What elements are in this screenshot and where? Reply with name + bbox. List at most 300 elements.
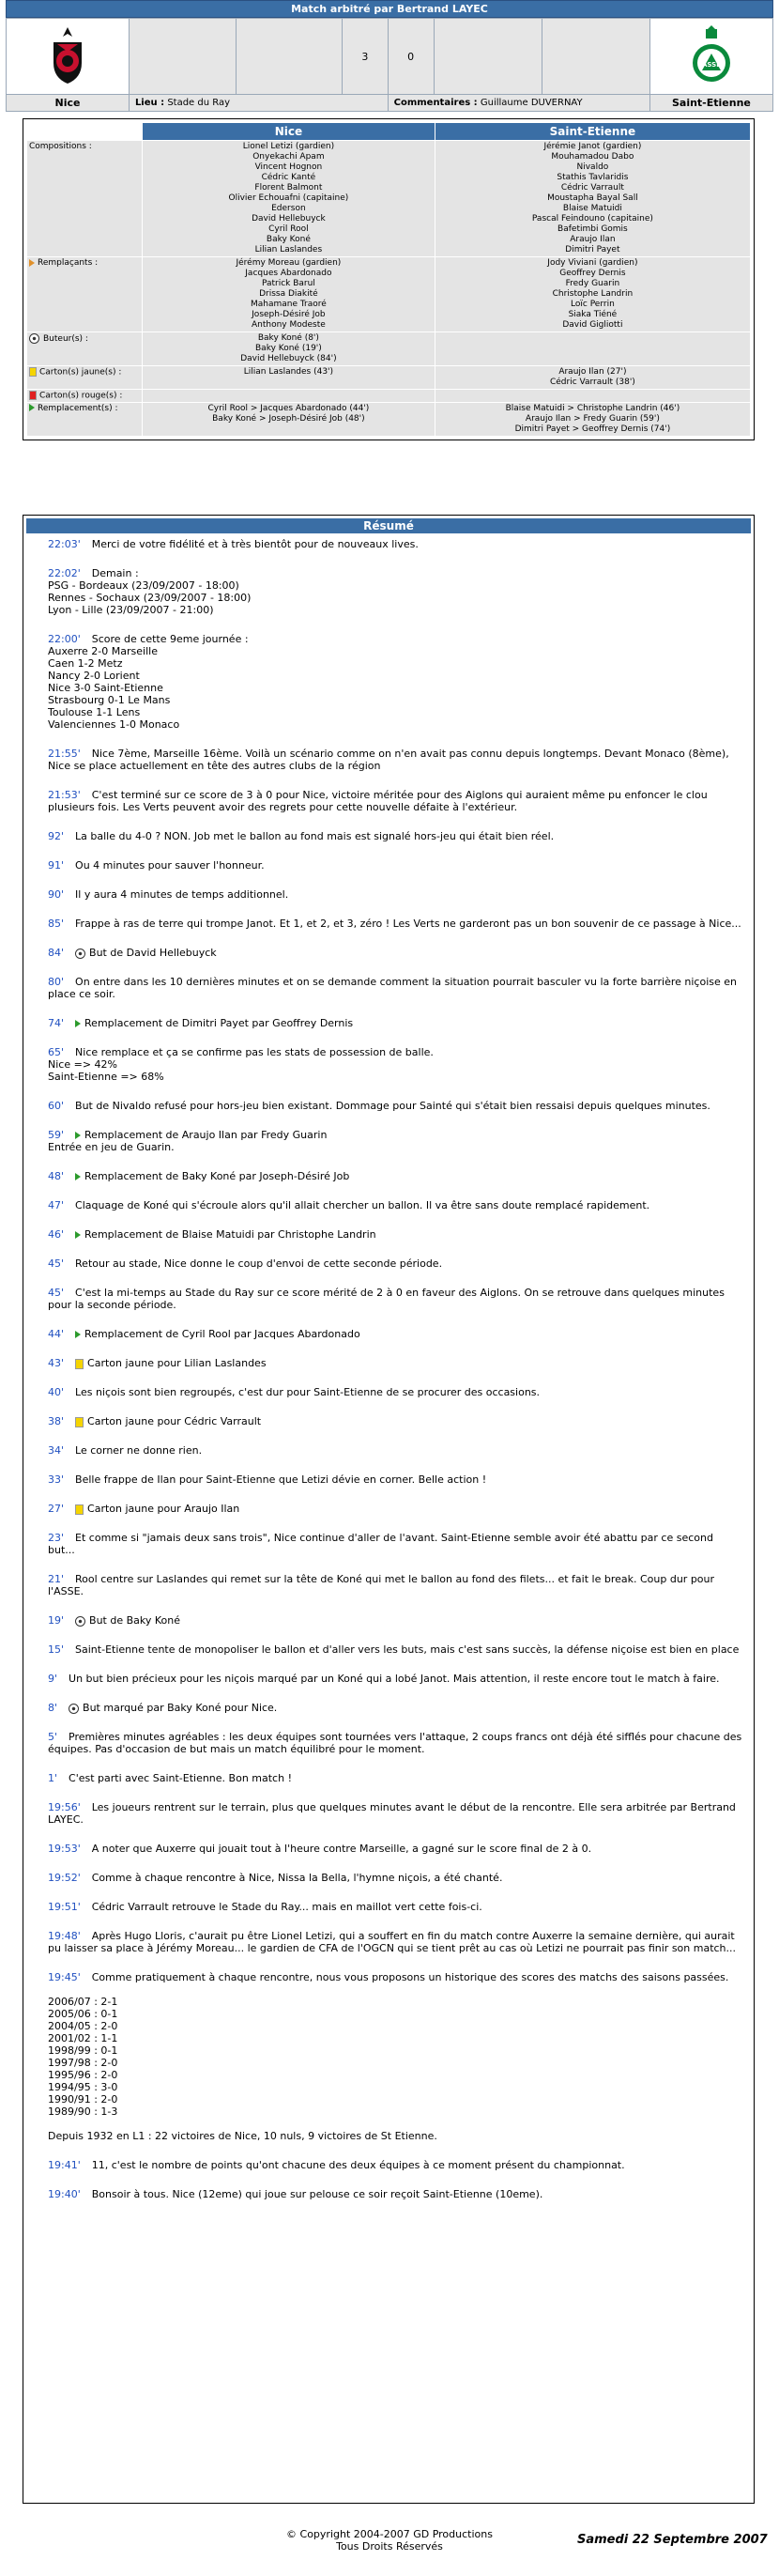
venue-value: Stade du Ray — [167, 98, 231, 108]
entry-first-line — [48, 1017, 742, 1029]
player-entry: Anthony Modeste — [252, 320, 326, 330]
entry-text: 1995/96 : 2-0 — [48, 2069, 118, 2081]
venue-info — [129, 95, 388, 112]
entry-line — [48, 645, 742, 657]
entry-first-line — [48, 567, 742, 579]
entry-text: 1994/95 : 3-0 — [48, 2081, 118, 2093]
entry-time: 22:03' — [48, 538, 81, 550]
away-players — [435, 390, 750, 403]
feed-entry — [48, 1573, 742, 1597]
player-entry: Patrick Barul — [261, 279, 315, 288]
player-entry: Ederson — [271, 204, 306, 213]
entry-line — [48, 2081, 742, 2093]
entry-text: 2004/05 : 2-0 — [48, 2020, 118, 2032]
entry-line — [48, 670, 742, 682]
commentary-info — [388, 95, 649, 112]
substitution-icon — [75, 1173, 81, 1180]
entry-text: Bonsoir à tous. Nice (12eme) qui joue sur pelouse ce soir reçoit Saint-Etienne (10eme). — [91, 2188, 543, 2200]
home-team-name: Nice — [7, 95, 130, 112]
player-entry: Cédric Varrault — [560, 183, 624, 193]
entry-time: 60' — [48, 1100, 65, 1112]
feed-entry — [48, 1170, 742, 1182]
entry-text: Strasbourg 0-1 Le Mans — [48, 694, 171, 706]
entry-text: Entrée en jeu de Guarin. — [48, 1141, 175, 1153]
entry-time: 9' — [48, 1673, 58, 1685]
entry-time: 19' — [48, 1614, 65, 1627]
entry-time: 23' — [48, 1532, 65, 1544]
entry-text: Toulouse 1-1 Lens — [48, 706, 141, 718]
feed-entry — [48, 1386, 742, 1398]
match-title: Match arbitré par Bertrand LAYEC — [6, 0, 773, 18]
entry-line — [48, 2093, 742, 2106]
entry-line — [48, 592, 742, 604]
entry-first-line — [48, 748, 742, 772]
entry-line — [48, 706, 742, 718]
substitution-icon — [75, 1132, 81, 1139]
entry-first-line — [48, 1731, 742, 1755]
feed-entry — [48, 1228, 742, 1241]
player-entry: Loïc Perrin — [571, 300, 615, 309]
compositions-row — [27, 366, 751, 390]
compositions-panel — [23, 118, 755, 440]
player-entry: Cyril Rool > Jacques Abardonado (44') — [207, 403, 370, 413]
row-label-text: Carton(s) rouge(s) : — [39, 391, 123, 401]
entry-text: Rool centre sur Laslandes qui remet sur la tête de Koné qui met le ballon au fond des filets... et fait le break. Coup dur pour l'ASSE. — [48, 1573, 715, 1597]
player-entry: Baky Koné — [266, 235, 311, 244]
player-entry: Baky Koné (19') — [255, 344, 322, 353]
entry-time: 21:53' — [48, 789, 81, 801]
entry-first-line — [48, 1257, 742, 1270]
away-logo-cell — [649, 19, 772, 95]
entry-line — [48, 579, 742, 592]
entry-line — [48, 2069, 742, 2081]
entry-text: PSG - Bordeaux (23/09/2007 - 18:00) — [48, 579, 239, 592]
entry-first-line — [48, 1046, 742, 1058]
player-entry: Jody Viviani (gardien) — [547, 258, 638, 268]
yellow-card-icon — [75, 1359, 84, 1369]
entry-first-line — [48, 1170, 742, 1182]
entry-text: Remplacement de Cyril Rool par Jacques Abardonado — [84, 1328, 360, 1340]
entry-text: Remplacement de Dimitri Payet par Geoffrey Dernis — [84, 1017, 354, 1029]
player-entry: Stathis Tavlaridis — [557, 173, 629, 182]
player-entry: Pascal Feindouno (capitaine) — [531, 214, 653, 224]
away-players — [435, 366, 750, 390]
entry-text: 2001/02 : 1-1 — [48, 2032, 118, 2044]
player-entry: Lionel Letizi (gardien) — [242, 142, 335, 151]
entry-first-line — [48, 1328, 742, 1340]
entry-line — [48, 1983, 742, 1996]
entry-first-line — [48, 1573, 742, 1597]
feed-entry — [48, 1702, 742, 1714]
entry-text: Merci de votre fidélité et à très bientôt pour de nouveaux lives. — [91, 538, 419, 550]
feed-entry — [48, 1328, 742, 1340]
entry-first-line — [48, 1643, 742, 1656]
entry-time: 19:45' — [48, 1971, 81, 1983]
entry-text: Il y aura 4 minutes de temps additionnel. — [75, 888, 289, 901]
player-entry: Drissa Diakité — [259, 289, 318, 299]
entry-text: Les niçois sont bien regroupés, c'est dur pour Saint-Etienne de se procurer des occasions. — [75, 1386, 541, 1398]
home-players — [143, 390, 435, 403]
venue-label: Lieu : — [134, 98, 165, 108]
entry-first-line — [48, 1532, 742, 1556]
entry-time: 8' — [48, 1702, 58, 1714]
entry-first-line — [48, 1357, 742, 1369]
entry-text: Nancy 2-0 Lorient — [48, 670, 140, 682]
entry-time: 19:41' — [48, 2159, 81, 2171]
row-label-text: Remplaçants : — [38, 258, 99, 268]
entry-text: But marqué par Baky Koné pour Nice. — [83, 1702, 278, 1714]
entry-time: 48' — [48, 1170, 65, 1182]
row-label — [27, 257, 143, 332]
away-players — [435, 332, 750, 366]
feed-entry — [48, 1872, 742, 1884]
entry-line — [48, 2130, 742, 2142]
feed-entry — [48, 859, 742, 872]
entry-time: 19:48' — [48, 1930, 81, 1942]
entry-text: Après Hugo Lloris, c'aurait pu être Lionel Letizi, qui a souffert en fin du match contre Auxerre la semaine dernière, qui aurait pu laisser sa place à Jérémy Moreau... le gardien de CFA de l'OGCN qui se tient prêt au cas où Letizi ne pourrait pas finir son match... — [48, 1930, 737, 1954]
player-entry: Blaise Matuidi — [562, 204, 622, 213]
compositions-row — [27, 141, 751, 257]
player-entry: Cédric Varrault (38') — [549, 378, 635, 387]
player-entry: Moustapha Bayal Sall — [547, 193, 638, 203]
entry-text: Demain : — [91, 567, 139, 579]
yellow-card-icon — [75, 1504, 84, 1515]
footer-date: Samedi 22 Septembre 2007 — [577, 2533, 768, 2547]
feed-entry — [48, 2188, 742, 2200]
entry-time: 45' — [48, 1257, 65, 1270]
entry-first-line — [48, 789, 742, 813]
player-entry: Nivaldo — [576, 162, 609, 172]
player-entry: Geoffrey Dernis — [559, 269, 626, 278]
feed-entry — [48, 1017, 742, 1029]
entry-time: 33' — [48, 1473, 65, 1486]
row-label — [27, 366, 143, 390]
entry-time: 45' — [48, 1287, 65, 1299]
entry-text: Claquage de Koné qui s'écroule alors qu'il allait chercher un ballon. Il va être sans doute remplacé rapidement. — [75, 1199, 650, 1211]
entry-text: 11, c'est le nombre de points qu'ont chacune des deux équipes à ce moment présent du championnat. — [91, 2159, 625, 2171]
substitutes-arrow-icon — [29, 259, 35, 267]
player-entry: Blaise Matuidi > Christophe Landrin (46') — [505, 403, 680, 413]
entry-text: Nice 3-0 Saint-Etienne — [48, 682, 163, 694]
feed-entry — [48, 1643, 742, 1656]
entry-text: C'est parti avec Saint-Etienne. Bon match ! — [69, 1772, 292, 1784]
player-entry: Dimitri Payet > Geoffrey Dernis (74') — [514, 424, 671, 434]
entry-time: 19:51' — [48, 1901, 81, 1913]
entry-time: 38' — [48, 1415, 65, 1427]
entry-text: Belle frappe de Ilan pour Saint-Etienne que Letizi dévie en corner. Belle action ! — [75, 1473, 487, 1486]
player-entry: Cédric Kanté — [261, 173, 316, 182]
entry-first-line — [48, 1901, 742, 1913]
player-entry: Jacques Abardonado — [245, 269, 332, 278]
entry-text: Carton jaune pour Araujo Ilan — [87, 1503, 240, 1515]
entry-text: Caen 1-2 Metz — [48, 657, 123, 670]
entry-first-line — [48, 1415, 742, 1427]
feed-entry — [48, 1673, 742, 1685]
entry-text: But de Nivaldo refusé pour hors-jeu bien existant. Dommage pour Sainté qui s'était bien ressaisi depuis quelques minutes. — [75, 1100, 710, 1112]
entry-time: 65' — [48, 1046, 65, 1058]
entry-first-line — [48, 1503, 742, 1515]
player-entry: Vincent Hognon — [254, 162, 323, 172]
feed-entry — [48, 1129, 742, 1153]
entry-first-line — [48, 859, 742, 872]
entry-line — [48, 718, 742, 731]
entry-time: 91' — [48, 859, 65, 872]
entry-time: 15' — [48, 1643, 65, 1656]
entry-time: 19:40' — [48, 2188, 81, 2200]
feed-entry — [48, 1257, 742, 1270]
player-entry: Araujo Ilan > Fredy Guarin (59') — [525, 413, 660, 424]
svg-text:ASSE: ASSE — [701, 60, 721, 69]
compositions-row — [27, 402, 751, 436]
player-entry: Araujo Ilan — [570, 235, 616, 244]
yellow-card-icon — [75, 1417, 84, 1427]
entry-time: 21' — [48, 1573, 65, 1585]
away-players — [435, 257, 750, 332]
entry-first-line — [48, 830, 742, 842]
entry-first-line — [48, 1772, 742, 1784]
player-entry: Florent Balmont — [254, 183, 323, 193]
entry-first-line — [48, 2188, 742, 2200]
player-entry: Bafetimbi Gomis — [558, 224, 628, 234]
feed-entry — [48, 538, 742, 550]
entry-text: Score de cette 9eme journée : — [91, 633, 249, 645]
entry-first-line — [48, 1287, 742, 1311]
ball-icon — [69, 1704, 79, 1714]
entry-line — [48, 1141, 742, 1153]
away-team-name: Saint-Etienne — [649, 95, 772, 112]
substitution-icon — [75, 1231, 81, 1239]
feed-entry — [48, 1614, 742, 1627]
feed-entry — [48, 1473, 742, 1486]
row-label — [27, 390, 143, 403]
entry-first-line — [48, 2159, 742, 2171]
entry-text: A noter que Auxerre qui jouait tout à l'heure contre Marseille, a gagné sur le score final de 2 à 0. — [91, 1843, 592, 1855]
entry-first-line — [48, 1228, 742, 1241]
entry-time: 27' — [48, 1503, 65, 1515]
feed-entry — [48, 1843, 742, 1855]
entry-text: Retour au stade, Nice donne le coup d'envoi de cette seconde période. — [75, 1257, 443, 1270]
feed-entry — [48, 1971, 742, 2142]
player-entry: Onyekachi Apam — [252, 152, 325, 162]
red-card-icon — [29, 391, 37, 400]
entry-text: La balle du 4-0 ? NON. Job met le ballon au fond mais est signalé hors-jeu qui était bien réel. — [75, 830, 555, 842]
player-entry: David Hellebuyck (84') — [240, 354, 337, 363]
commentator-value: Guillaume DUVERNAY — [480, 98, 583, 108]
feed-entry — [48, 789, 742, 813]
home-players — [143, 332, 435, 366]
home-logo-cell — [7, 19, 130, 95]
entry-text: 1997/98 : 2-0 — [48, 2057, 118, 2069]
entry-text: C'est terminé sur ce score de 3 à 0 pour Nice, victoire méritée pour des Aiglons qui auraient même pu enfoncer le clou plusieurs fois. Les Verts peuvent avoir des regrets pour cette nouvelle défaite à l'extérieur. — [48, 789, 708, 813]
entry-text: Saint-Etienne tente de monopoliser le ballon et d'aller vers les buts, mais c'est sans succès, la défense niçoise est bien en place — [75, 1643, 740, 1656]
player-entry: Cyril Rool — [268, 224, 309, 234]
commentary-label: Commentaires : — [393, 98, 478, 108]
entry-time: 85' — [48, 918, 65, 930]
player-entry: Jérémy Moreau (gardien) — [236, 258, 342, 268]
entry-text: But de David Hellebuyck — [89, 947, 217, 959]
entry-text: Carton jaune pour Cédric Varrault — [87, 1415, 262, 1427]
entry-line — [48, 2020, 742, 2032]
feed-entry — [48, 888, 742, 901]
feed-entry — [48, 1357, 742, 1369]
feed-entry — [48, 947, 742, 959]
away-players — [435, 141, 750, 257]
live-feed — [48, 538, 742, 2217]
feed-entry — [48, 1532, 742, 1556]
entry-text: But de Baky Koné — [89, 1614, 181, 1627]
feed-entry — [48, 1444, 742, 1457]
feed-entry — [48, 1731, 742, 1755]
entry-line — [48, 657, 742, 670]
feed-entry — [48, 976, 742, 1000]
feed-entry — [48, 1415, 742, 1427]
away-players — [435, 402, 750, 436]
entry-first-line — [48, 538, 742, 550]
feed-entry — [48, 2159, 742, 2171]
entry-text: Les joueurs rentrent sur le terrain, plus que quelques minutes avant le début de la rencontre. Elle sera arbitrée par Bertrand LAYEC. — [48, 1801, 736, 1826]
entry-text: 2006/07 : 2-1 — [48, 1996, 118, 2008]
entry-text: Remplacement de Blaise Matuidi par Christophe Landrin — [84, 1228, 376, 1241]
player-entry: Lilian Laslandes (43') — [243, 367, 334, 377]
home-players — [143, 141, 435, 257]
entry-first-line — [48, 888, 742, 901]
entry-time: 22:00' — [48, 633, 81, 645]
player-entry: David Hellebuyck — [252, 214, 326, 224]
feed-entry — [48, 1801, 742, 1826]
entry-text: Frappe à ras de terre qui trompe Janot. Et 1, et 2, et 3, zéro ! Les Verts ne garderont pas un bon souvenir de ce passage à Nice... — [75, 918, 741, 930]
entry-first-line — [48, 918, 742, 930]
row-label-text: Carton(s) jaune(s) : — [39, 367, 122, 378]
asse-logo-icon — [689, 25, 734, 85]
entry-time: 80' — [48, 976, 65, 988]
player-entry: Olivier Echouafni (capitaine) — [228, 193, 349, 203]
row-label — [27, 402, 143, 436]
entry-first-line — [48, 947, 742, 959]
compositions-body — [27, 141, 751, 437]
entry-line — [48, 2008, 742, 2020]
entry-time: 21:55' — [48, 748, 81, 760]
player-entry: Christophe Landrin — [552, 289, 634, 299]
player-entry: Dimitri Payet — [565, 245, 620, 255]
entry-first-line — [48, 1444, 742, 1457]
entry-text: Ou 4 minutes pour sauver l'honneur. — [75, 859, 265, 872]
entry-text: On entre dans les 10 dernières minutes et on se demande comment la situation pourrait basculer vu la forte barrière niçoise en place ce soir. — [48, 976, 737, 1000]
entry-text: Un but bien précieux pour les niçois marqué par un Koné qui a lobé Janot. Mais attention, il reste encore tout le match à faire. — [69, 1673, 720, 1685]
entry-first-line — [48, 1386, 742, 1398]
substitution-icon — [75, 1020, 81, 1027]
entry-text: Nice => 42% — [48, 1058, 117, 1071]
compositions-row — [27, 390, 751, 403]
entry-text: Saint-Etienne => 68% — [48, 1071, 164, 1083]
rights-text: Tous Droits Réservés — [336, 2540, 443, 2553]
player-entry: Jérémie Janot (gardien) — [543, 142, 642, 151]
feed-entry — [48, 1046, 742, 1083]
match-score-table — [6, 18, 773, 112]
compositions-home-header: Nice — [143, 123, 435, 141]
nice-logo-icon — [46, 25, 89, 85]
substitution-icon — [75, 1331, 81, 1338]
entry-first-line — [48, 1129, 742, 1141]
entry-line — [48, 604, 742, 616]
entry-text: 1990/91 : 2-0 — [48, 2093, 118, 2106]
entry-text: 1998/99 : 0-1 — [48, 2044, 118, 2057]
match-header — [6, 0, 773, 112]
feed-entry — [48, 567, 742, 616]
entry-first-line — [48, 1614, 742, 1627]
entry-text: Le corner ne donne rien. — [75, 1444, 203, 1457]
player-entry: Araujo Ilan (27') — [558, 367, 627, 377]
feed-entry — [48, 748, 742, 772]
row-label — [27, 332, 143, 366]
entry-line — [48, 2032, 742, 2044]
compositions-row — [27, 332, 751, 366]
entry-first-line — [48, 1673, 742, 1685]
entry-first-line — [48, 976, 742, 1000]
feed-entry — [48, 1901, 742, 1913]
entry-text: Auxerre 2-0 Marseille — [48, 645, 158, 657]
entry-line — [48, 2118, 742, 2130]
entry-text: Rennes - Sochaux (23/09/2007 - 18:00) — [48, 592, 252, 604]
copyright-text: © Copyright 2004-2007 GD Productions — [286, 2528, 493, 2540]
entry-time: 84' — [48, 947, 65, 959]
entry-time: 43' — [48, 1357, 65, 1369]
player-entry: Joseph-Désiré Job — [252, 310, 326, 319]
row-label-text: Remplacement(s) : — [38, 403, 118, 413]
row-label-text: Buteur(s) : — [43, 334, 88, 344]
entry-first-line — [48, 1473, 742, 1486]
home-players — [143, 366, 435, 390]
compositions-table — [26, 122, 751, 437]
entry-text: Cédric Varrault retrouve le Stade du Ray... mais en maillot vert cette fois-ci. — [91, 1901, 482, 1913]
entry-line — [48, 694, 742, 706]
entry-line — [48, 1058, 742, 1071]
entry-line — [48, 2057, 742, 2069]
entry-time: 90' — [48, 888, 65, 901]
feed-entry — [48, 918, 742, 930]
entry-first-line — [48, 1971, 742, 1983]
resume-title: Résumé — [26, 518, 751, 533]
substitution-arrow-icon — [29, 404, 35, 411]
row-label-text: Compositions : — [29, 142, 92, 151]
entry-time: 59' — [48, 1129, 65, 1141]
entry-text: Depuis 1932 en L1 : 22 victoires de Nice, 10 nuls, 9 victoires de St Etienne. — [48, 2130, 437, 2142]
feed-entry — [48, 633, 742, 731]
home-players — [143, 402, 435, 436]
entry-text: Comme à chaque rencontre à Nice, Nissa la Bella, l'hymne niçois, a été chanté. — [91, 1872, 503, 1884]
compositions-away-header: Saint-Etienne — [435, 123, 750, 141]
entry-text: Et comme si "jamais deux sans trois", Nice continue d'aller de l'avant. Saint-Etienne semble avoir été abattu par ce second but... — [48, 1532, 713, 1556]
entry-time: 74' — [48, 1017, 65, 1029]
player-entry: Baky Koné > Joseph-Désiré Job (48') — [212, 413, 365, 424]
entry-text: Lyon - Lille (23/09/2007 - 21:00) — [48, 604, 214, 616]
player-entry: Baky Koné (8') — [257, 333, 319, 343]
entry-first-line — [48, 1801, 742, 1826]
feed-entry — [48, 1100, 742, 1112]
player-entry: David Gigliotti — [562, 320, 623, 330]
entry-line — [48, 2044, 742, 2057]
entry-line — [48, 1071, 742, 1083]
home-players — [143, 257, 435, 332]
player-entry: Mouhamadou Dabo — [551, 152, 634, 162]
away-score: 0 — [388, 19, 434, 95]
entry-time: 40' — [48, 1386, 65, 1398]
feed-entry — [48, 1199, 742, 1211]
entry-time: 22:02' — [48, 567, 81, 579]
entry-line — [48, 2106, 742, 2118]
entry-text: Premières minutes agréables : les deux équipes sont tournées vers l'attaque, 2 coups francs ont déjà été sifflés pour chacune des équipes. Pas d'occasion de but mais un match équilibré pour le moment. — [48, 1731, 742, 1755]
entry-text: Carton jaune pour Lilian Laslandes — [87, 1357, 267, 1369]
row-label — [27, 141, 143, 257]
